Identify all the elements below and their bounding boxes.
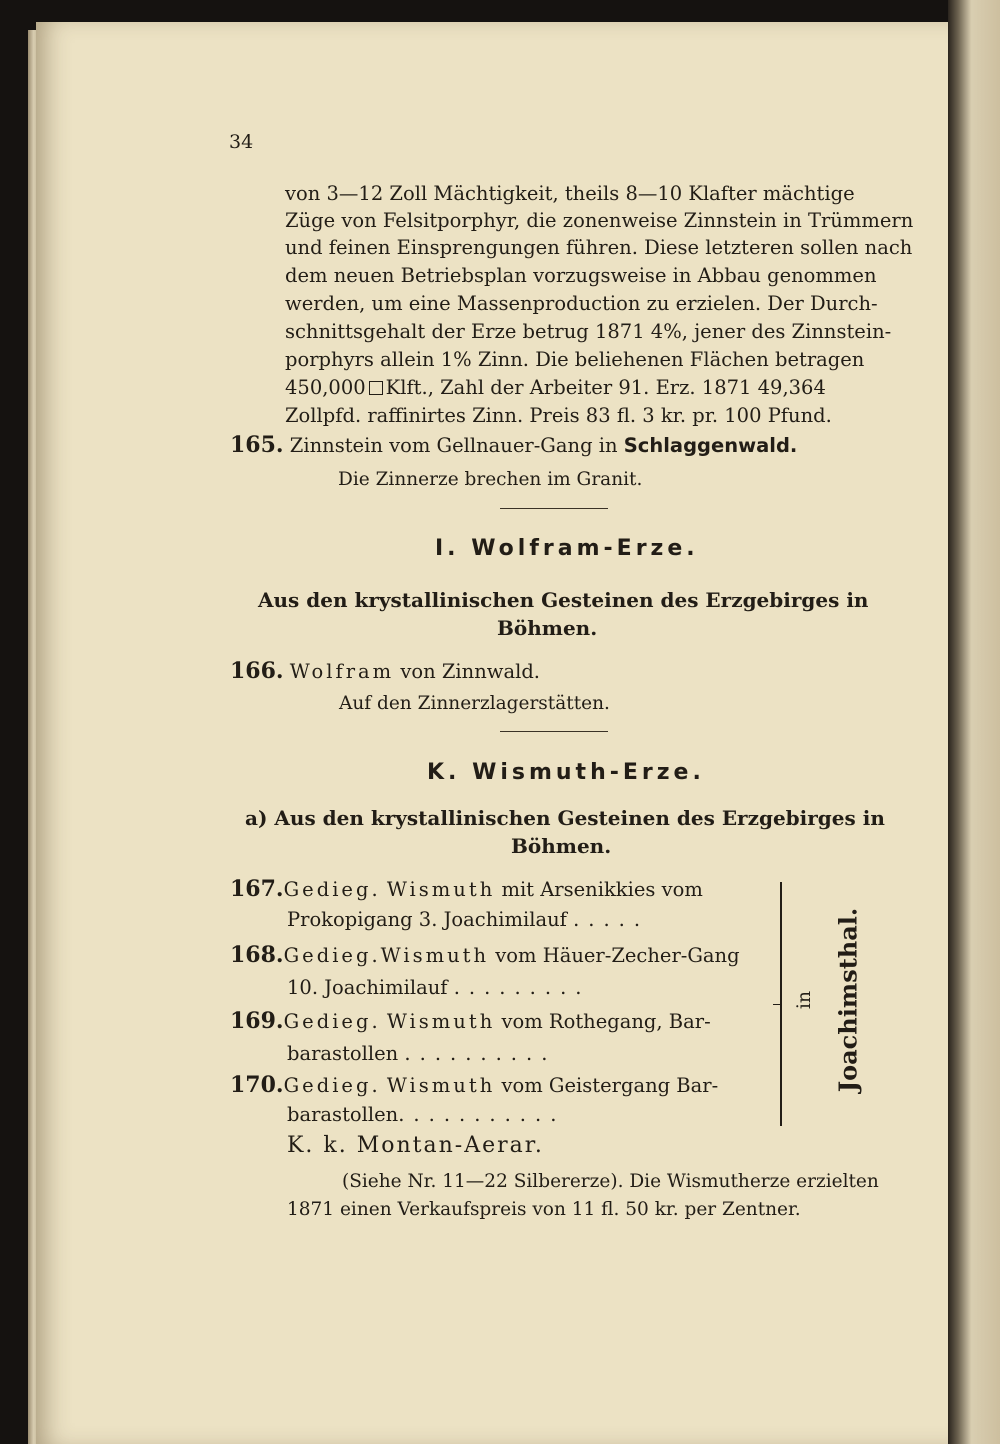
entry-text: Prokopigang 3. Joachimilauf [287, 908, 567, 931]
square-symbol-icon [369, 381, 383, 395]
entry-number: 170. [230, 1072, 284, 1098]
entry-169-line2 [287, 1040, 556, 1067]
section-i-title: I. Wolfram-Erze. [435, 536, 699, 561]
section-k-subtitle: a) Aus den krystallinischen Gesteinen des Erzgebirges in [245, 806, 885, 830]
brace-label-place: Joachimsthal. [833, 907, 863, 1093]
entry-mineral: Wismuth [386, 1010, 496, 1033]
entry-number: 168. [230, 942, 284, 968]
entry-165 [230, 432, 797, 459]
entry-place: Schlaggenwald. [623, 434, 798, 457]
intro-line: Züge von Felsitporphyr, die zonenweise Zinnstein in Trümmern [285, 209, 914, 232]
entry-gedieg: Gedieg. [283, 944, 381, 967]
leader-dots: ..... [573, 908, 650, 931]
section-k-subtitle-2: Böhmen. [511, 834, 612, 858]
leader-dots: ........... [398, 1103, 566, 1126]
entry-165-note: Die Zinnerze brechen im Granit. [338, 469, 643, 490]
intro-area-line [285, 374, 826, 401]
entry-mineral: Wolfram [289, 660, 395, 683]
entry-text: mit Arsenikkies vom [501, 878, 703, 901]
intro-line: Zollpfd. raffinirtes Zinn. Preis 83 fl. 3 kr. pr. 100 Pfund. [285, 404, 832, 427]
entry-mineral: Wismuth [380, 944, 490, 967]
entry-166-note: Auf den Zinnerzlagerstätten. [339, 693, 610, 714]
entry-169 [230, 1008, 711, 1035]
section-i-subtitle-2: Böhmen. [497, 616, 598, 640]
entry-text: barastollen [287, 1042, 399, 1065]
entry-text: 10. Joachimilauf [287, 976, 448, 999]
intro-line: werden, um eine Massenproduction zu erzielen. Der Durch- [285, 292, 878, 315]
entry-168 [230, 942, 740, 969]
intro-line: schnittsgehalt der Erze betrug 1871 4%, jener des Zinnstein- [285, 320, 892, 343]
owner-line: K. k. Montan-Aerar. [287, 1133, 544, 1158]
area-value: 450,000 [285, 376, 366, 399]
area-rest: Klft., Zahl der Arbeiter 91. Erz. 1871 49,364 [385, 376, 826, 399]
entry-gedieg: Gedieg. [283, 1074, 381, 1097]
section-i-subtitle: Aus den krystallinischen Gesteinen des Erzgebirges in [258, 588, 869, 612]
entry-text: vom Rothegang, Bar- [501, 1010, 711, 1033]
intro-line: von 3—12 Zoll Mächtigkeit, theils 8—10 Klafter mächtige [285, 182, 855, 205]
closing-line: (Siehe Nr. 11—22 Silbererze). Die Wismutherze erzielten [342, 1171, 879, 1192]
leader-dots: ......... [453, 976, 591, 999]
entry-167 [230, 876, 703, 903]
entry-number: 169. [230, 1008, 284, 1034]
facing-page-edge [948, 0, 1000, 1444]
entry-mineral: Wismuth [386, 1074, 496, 1097]
entry-text: vom Häuer-Zecher-Gang [495, 944, 740, 967]
entry-170-line2 [287, 1101, 565, 1128]
leader-dots: .......... [404, 1042, 557, 1065]
entry-text: barastollen [287, 1103, 399, 1126]
entry-text: vom Geistergang Bar- [501, 1074, 719, 1097]
entry-166 [230, 658, 540, 685]
page-number: 34 [229, 131, 254, 153]
entry-number: 167. [230, 876, 284, 902]
intro-line: und feinen Einsprengungen führen. Diese letzteren sollen nach [285, 236, 913, 259]
section-divider [500, 731, 608, 732]
grouping-brace-tip [773, 1004, 781, 1005]
entry-number: 165. [230, 432, 284, 458]
entry-170 [230, 1072, 718, 1099]
entry-168-line2 [287, 974, 590, 1001]
section-divider [500, 508, 608, 509]
entry-text: von Zinnwald. [394, 660, 541, 683]
intro-line: porphyrs allein 1% Zinn. Die beliehenen Flächen betragen [285, 348, 865, 371]
intro-line: dem neuen Betriebsplan vorzugsweise in Abbau genommen [285, 264, 877, 287]
entry-gedieg: Gedieg. [283, 878, 381, 901]
entry-text: Zinnstein vom Gellnauer-Gang in [289, 434, 624, 457]
closing-line: 1871 einen Verkaufspreis von 11 fl. 50 kr. per Zentner. [287, 1199, 801, 1220]
entry-gedieg: Gedieg. [283, 1010, 381, 1033]
entry-number: 166. [230, 658, 284, 684]
section-k-title: K. Wismuth-Erze. [427, 760, 705, 785]
entry-167-line2 [287, 906, 649, 933]
entry-mineral: Wismuth [386, 878, 496, 901]
brace-label-in: in [793, 990, 815, 1010]
